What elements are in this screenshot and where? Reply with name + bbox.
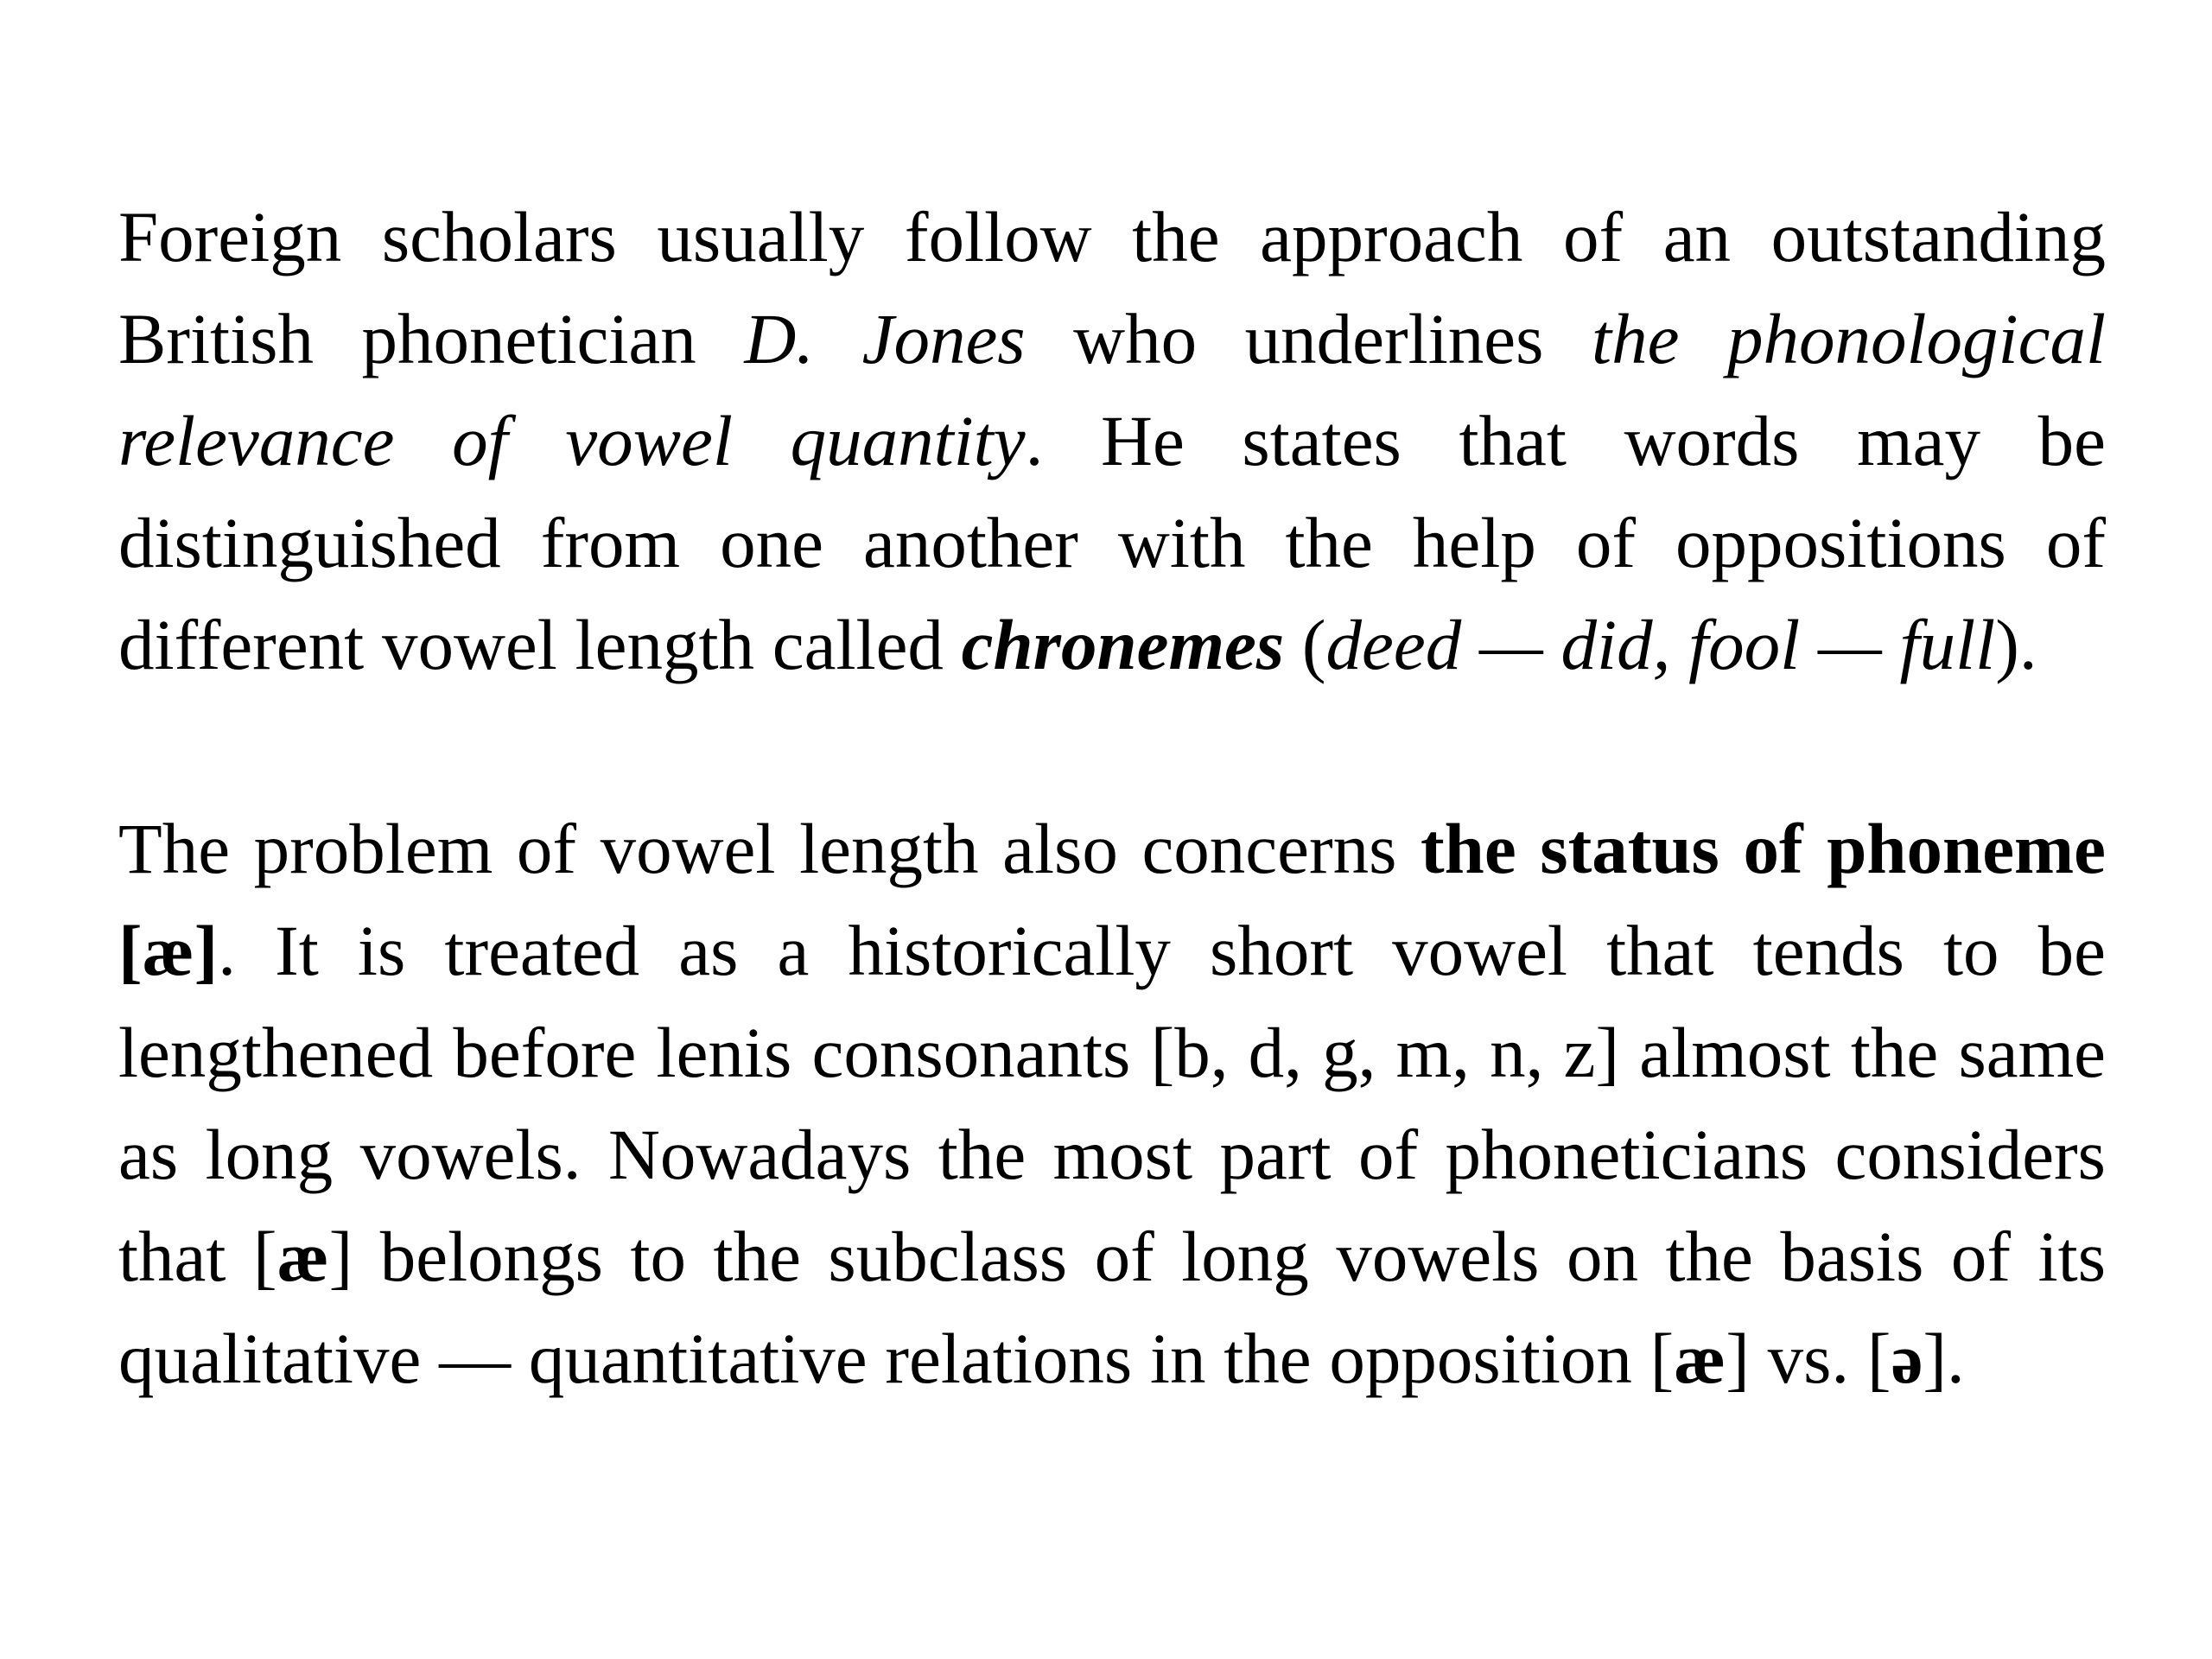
- phoneme-symbol: æ: [276, 1217, 329, 1296]
- author-name: D. Jones: [744, 299, 1026, 378]
- phoneme-symbol: ə: [1891, 1319, 1923, 1398]
- phoneme-symbol: æ: [1674, 1319, 1726, 1398]
- text-run: (: [1284, 605, 1326, 684]
- text-run: ).: [1995, 605, 2037, 684]
- key-term-status: the status of phoneme [æ]: [118, 809, 2107, 990]
- key-term-chronemes: chronemes: [961, 605, 1285, 684]
- text-run: ] vs. [: [1726, 1319, 1891, 1398]
- text-run: Foreign scholars usually follow the approach of an outstanding British phonetician: [118, 197, 2106, 378]
- text-run: . It is treated as a historically short vowel that tends to be lengthened before lenis consonants [b, d, g, m, n, z] almost the same as long vowels. Nowadays the most part of phoneticians considers that [: [118, 911, 2106, 1296]
- document-page: [118, 186, 2106, 1409]
- paragraph-phoneme-status: [118, 798, 2106, 1409]
- text-run: The problem of vowel length also concerns: [118, 809, 1421, 888]
- text-run: who underlines: [1025, 299, 1592, 378]
- text-run: ] belongs to the subclass of long vowels on the basis of its qualitative — quantitative relations in the opposition [: [118, 1217, 2106, 1398]
- emphasis-phrase: the phonological relevance of vowel quantity: [118, 299, 2107, 480]
- example-words: deed — did, fool — full: [1325, 605, 1996, 684]
- text-run: . He states that words may be distinguished from one another with the help of oppositions of different vowel length called: [118, 401, 2107, 684]
- paragraph-chronemes: [118, 186, 2106, 696]
- text-run: ].: [1923, 1319, 1965, 1398]
